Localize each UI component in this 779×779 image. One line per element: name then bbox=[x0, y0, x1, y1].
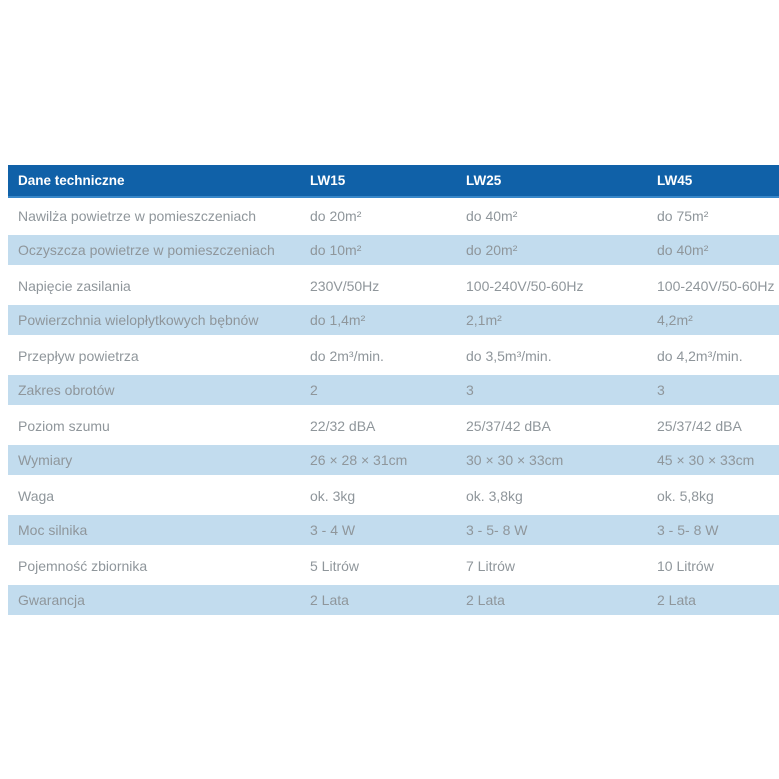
table-title: Dane techniczne bbox=[18, 173, 125, 188]
row-value: 45 × 30 × 33cm bbox=[657, 452, 755, 468]
row-value: do 40m² bbox=[657, 242, 709, 258]
table-row bbox=[8, 443, 779, 478]
column-header-lw15: LW15 bbox=[310, 173, 346, 188]
row-value: 100-240V/50-60Hz bbox=[466, 277, 584, 294]
row-value: 3 bbox=[657, 382, 665, 398]
row-value: 7 Litrów bbox=[466, 557, 516, 574]
row-value: 22/32 dBA bbox=[310, 417, 376, 434]
row-value: 230V/50Hz bbox=[310, 277, 380, 294]
table-row bbox=[8, 478, 779, 513]
row-value: do 20m² bbox=[310, 207, 362, 224]
row-label: Waga bbox=[18, 487, 55, 504]
table-row bbox=[8, 408, 779, 443]
row-value: 2,1m² bbox=[466, 312, 502, 328]
row-label: Wymiary bbox=[18, 452, 73, 468]
row-label: Poziom szumu bbox=[18, 417, 110, 434]
row-label: Pojemność zbiornika bbox=[18, 557, 148, 574]
column-header-lw45: LW45 bbox=[657, 173, 693, 188]
table-row bbox=[8, 233, 779, 268]
row-value: do 10m² bbox=[310, 242, 362, 258]
row-label: Oczyszcza powietrze w pomieszczeniach bbox=[18, 242, 275, 258]
row-value: 4,2m² bbox=[657, 312, 693, 328]
row-label: Gwarancja bbox=[18, 592, 85, 608]
row-value: do 1,4m² bbox=[310, 312, 366, 328]
row-value: 3 bbox=[466, 382, 474, 398]
row-value: 3 - 5- 8 W bbox=[466, 522, 528, 538]
table-row bbox=[8, 373, 779, 408]
row-value: 26 × 28 × 31cm bbox=[310, 452, 408, 468]
row-value: 2 Lata bbox=[310, 592, 349, 608]
row-value: 100-240V/50-60Hz bbox=[657, 277, 775, 294]
row-value: do 40m² bbox=[466, 207, 518, 224]
row-label: Nawilża powietrze w pomieszczeniach bbox=[18, 207, 257, 224]
row-label: Przepływ powietrza bbox=[18, 347, 139, 364]
row-value: 2 bbox=[310, 382, 318, 398]
row-value: do 20m² bbox=[466, 242, 518, 258]
table-body bbox=[8, 198, 779, 618]
row-label: Zakres obrotów bbox=[18, 382, 115, 398]
table-row bbox=[8, 303, 779, 338]
table-row bbox=[8, 338, 779, 373]
row-value: ok. 3kg bbox=[310, 487, 356, 504]
row-value: do 3,5m³/min. bbox=[466, 347, 552, 364]
row-value: 5 Litrów bbox=[310, 557, 360, 574]
row-value: 3 - 5- 8 W bbox=[657, 522, 719, 538]
technical-data-table bbox=[8, 165, 779, 618]
table-row bbox=[8, 198, 779, 233]
row-value: 30 × 30 × 33cm bbox=[466, 452, 564, 468]
row-value: 3 - 4 W bbox=[310, 522, 356, 538]
row-label: Powierzchnia wielopłytkowych bębnów bbox=[18, 312, 259, 328]
table-row bbox=[8, 268, 779, 303]
row-value: 25/37/42 dBA bbox=[657, 417, 742, 434]
row-value: do 2m³/min. bbox=[310, 347, 384, 364]
row-value: ok. 3,8kg bbox=[466, 487, 523, 504]
row-value: 2 Lata bbox=[657, 592, 696, 608]
row-value: 25/37/42 dBA bbox=[466, 417, 551, 434]
row-value: do 75m² bbox=[657, 207, 709, 224]
row-label: Moc silnika bbox=[18, 522, 88, 538]
row-value: ok. 5,8kg bbox=[657, 487, 714, 504]
row-label: Napięcie zasilania bbox=[18, 277, 131, 294]
table-header-row bbox=[8, 165, 779, 198]
column-header-lw25: LW25 bbox=[466, 173, 502, 188]
table-row bbox=[8, 548, 779, 583]
table-row bbox=[8, 583, 779, 618]
table-row bbox=[8, 513, 779, 548]
row-value: 2 Lata bbox=[466, 592, 505, 608]
row-value: do 4,2m³/min. bbox=[657, 347, 743, 364]
row-value: 10 Litrów bbox=[657, 557, 714, 574]
